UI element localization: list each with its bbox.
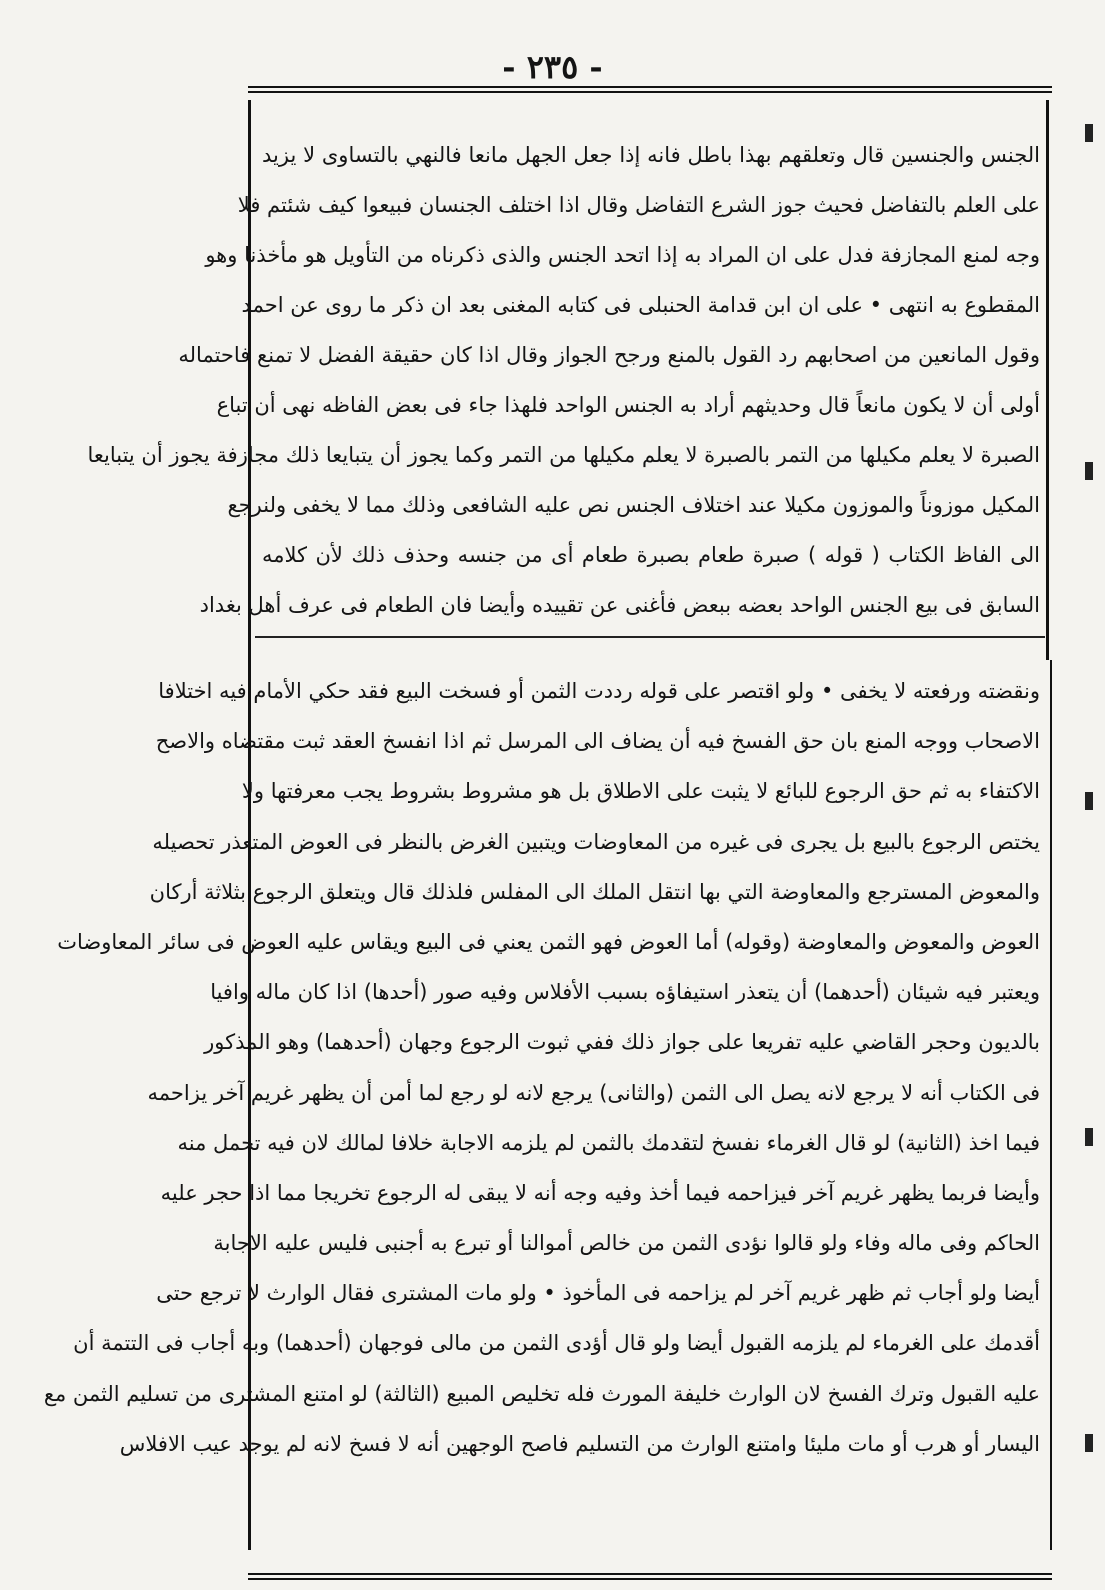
text-line: الى الفاظ الكتاب ( قوله ) صبرة طعام بصبرة طعام أى من جنسه وحذف ذلك لأن كلامه — [262, 543, 1040, 567]
text-line: الاصحاب ووجه المنع بان حق الفسخ فيه أن يضاف الى المرسل ثم اذا انفسخ العقد ثبت مقتضاه والاصح — [155, 729, 1040, 754]
text-line: المقطوع به انتهى • على ان ابن قدامة الحنبلى فى كتابه المغنى بعد ان ذكر ما روى عن احمد — [241, 293, 1040, 317]
margin-mark — [1085, 1434, 1093, 1452]
text-line: يختص الرجوع بالبيع بل يجرى فى غيره من المعاوضات ويتبين الغرض بالنظر فى العوض المتعذر تحصيله — [152, 829, 1040, 854]
text-line: الصبرة لا يعلم مكيلها من التمر بالصبرة لا يعلم مكيلها من التمر وكما يجوز أن يتبايعا ذلك مجازفة يجوز أن يتبايعا — [87, 443, 1040, 467]
text-line: وقول المانعين من اصحابهم رد القول بالمنع ورجح الجواز وقال اذا كان حقيقة الفضل لا تمنع فاحتماله — [178, 343, 1040, 367]
text-line: السابق فى بيع الجنس الواحد بعضه ببعض فأغنى عن تقييده وأيضا فان الطعام فى عرف أهل بغداد — [199, 593, 1040, 617]
frame-right-rule — [1046, 100, 1049, 660]
text-line: اليسار أو هرب أو مات مليئا وامتنع الوارث من التسليم فاصح الوجهين أنه لا فسخ لانه لم يوجد عيب الافلاس — [119, 1431, 1040, 1456]
commentary-block — [87, 130, 1040, 630]
text-line: المكيل موزوناً والموزون مكيلا عند اختلاف الجنس نص عليه الشافعى وذلك مما لا يخفى ولنرجع — [227, 493, 1040, 517]
text-line: وأيضا فربما يظهر غريم آخر فيزاحمه فيما أخذ وفيه وجه أنه لا يبقى له الرجوع تخريجا مما اذا حجر عليه — [160, 1180, 1040, 1205]
page-number: - ٢٣٥ - — [502, 48, 603, 86]
section-divider — [255, 636, 1045, 638]
text-line: العوض والمعوض والمعاوضة (وقوله) أما العوض فهو الثمن يعني فى البيع ويقاس عليه العوض فى سائر المعاوضات — [57, 929, 1040, 954]
text-line: أقدمك على الغرماء لم يلزمه القبول أيضا ولو قال أؤدى الثمن من مالى فوجهان (أحدهما) وبه أجاب فى التتمة أن — [73, 1331, 1040, 1356]
margin-mark — [1085, 124, 1093, 142]
margin-mark — [1085, 462, 1093, 480]
text-line: الجنس والجنسين قال وتعلقهم بهذا باطل فانه إذا جعل الجهل مانعا فالنهي بالتساوى لا يزيد — [262, 143, 1040, 167]
text-line: فيما اخذ (الثانية) لو قال الغرماء نفسخ لتقدمك بالثمن لم يلزمه الاجابة خلافا لمالك لان فيه تحمل منه — [177, 1130, 1040, 1155]
text-line: ويعتبر فيه شيئان (أحدهما) أن يتعذر استيفاؤه بسبب الأفلاس وفيه صور (أحدها) اذا كان ماله وافيا — [210, 980, 1040, 1005]
text-line: بالديون وحجر القاضي عليه تفريعا على جواز ذلك ففي ثبوت الرجوع وجهان (أحدهما) وهو المذكور — [204, 1030, 1040, 1055]
text-line: الحاكم وفى ماله وفاء ولو قالوا نؤدى الثمن من خالص أموالنا أو تبرع به أجنبى فليس عليه الاجابة — [213, 1231, 1040, 1256]
main-text-block — [43, 666, 1040, 1469]
text-line: وجه لمنع المجازفة فدل على ان المراد به إذا اتحد الجنس والذى ذكرناه من التأويل هو مأخذنا وهو — [205, 243, 1040, 267]
text-line: أولى أن لا يكون مانعاً قال وحديثهم أراد به الجنس الواحد فلهذا جاء فى بعض الفاظه نهى أن تباع — [216, 393, 1040, 417]
text-line: عليه القبول وترك الفسخ لان الوارث خليفة المورث فله تخليص المبيع (الثالثة) لو امتنع المشترى من تسليم الثمن مع — [43, 1381, 1040, 1406]
margin-mark — [1085, 792, 1093, 810]
text-line: أيضا ولو أجاب ثم ظهر غريم آخر لم يزاحمه فى المأخوذ • ولو مات المشترى فقال الوارث لا ترجع حتى — [156, 1281, 1040, 1306]
text-line: ونقضته ورفعته لا يخفى • ولو اقتصر على قوله رددت الثمن أو فسخت البيع فقد حكي الأمام فيه اختلافا — [158, 679, 1040, 703]
text-line: الاكتفاء به ثم حق الرجوع للبائع لا يثبت على الاطلاق بل هو مشروط بشروط يجب معرفتها ولا — [241, 779, 1040, 804]
frame-right-rule-lower — [1050, 660, 1052, 1550]
margin-mark — [1085, 1128, 1093, 1146]
text-line: على العلم بالتفاضل فحيث جوز الشرع التفاضل وقال اذا اختلف الجنسان فبيعوا كيف شئتم فلا — [237, 193, 1040, 217]
text-line: فى الكتاب أنه لا يرجع لانه يصل الى الثمن (والثانى) يرجع لانه لو رجع لما أمن أن يظهر غريم آخر يزاحمه — [147, 1080, 1040, 1105]
text-line: والمعوض المسترجع والمعاوضة التي بها انتقل الملك الى المفلس فلذلك قال ويتعلق الرجوع بثلاثة أركان — [149, 879, 1040, 904]
